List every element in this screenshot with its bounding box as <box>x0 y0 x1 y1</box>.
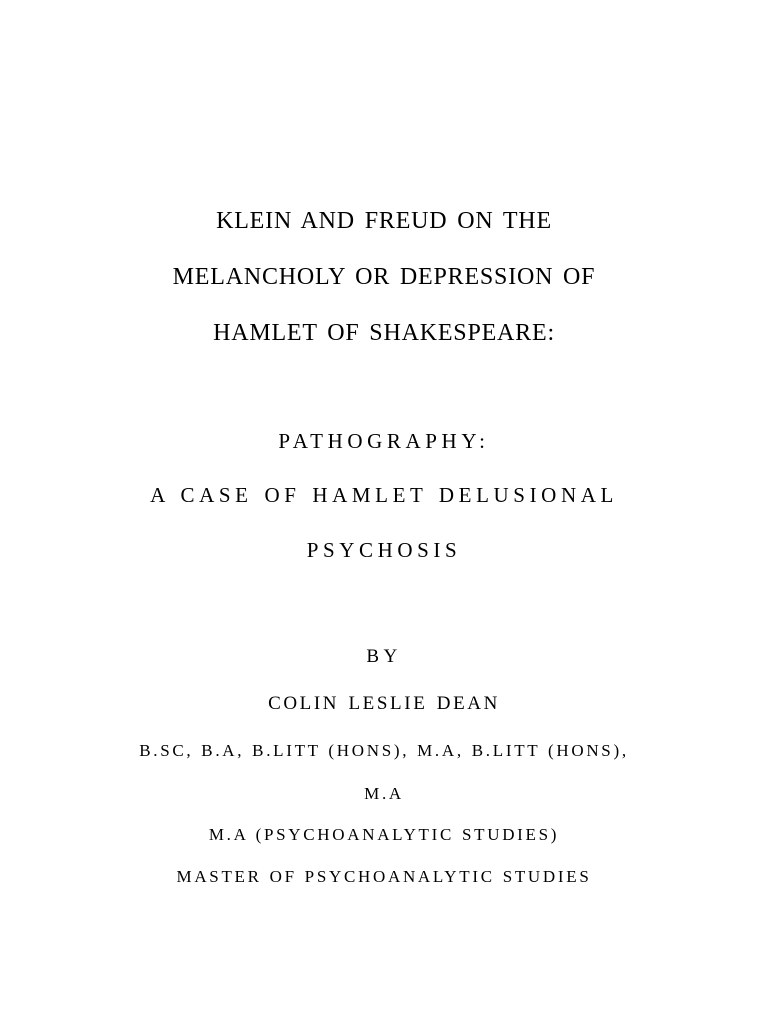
subtitle-line-3: PSYCHOSIS <box>306 538 462 562</box>
subtitle-line-1: PATHOGRAPHY: <box>278 429 490 453</box>
subtitle-line-2: A CASE OF HAMLET DELUSIONAL <box>150 483 618 507</box>
credentials-line-1: B.SC, B.A, B.LITT (HONS), M.A, B.LITT (HONS), <box>139 741 629 760</box>
title-line-2: MELANCHOLY OR DEPRESSION OF <box>172 264 596 290</box>
credentials-line-4: MASTER OF PSYCHOANALYTIC STUDIES <box>176 867 592 886</box>
title-line-3: HAMLET OF SHAKESPEARE: <box>213 320 555 346</box>
title-line-1: KLEIN AND FREUD ON THE <box>216 208 552 234</box>
author-name: COLIN LESLIE DEAN <box>268 693 500 714</box>
credentials-line-2: M.A <box>364 784 404 803</box>
credentials-line-3: M.A (PSYCHOANALYTIC STUDIES) <box>208 825 560 844</box>
by-label: BY <box>366 646 402 667</box>
